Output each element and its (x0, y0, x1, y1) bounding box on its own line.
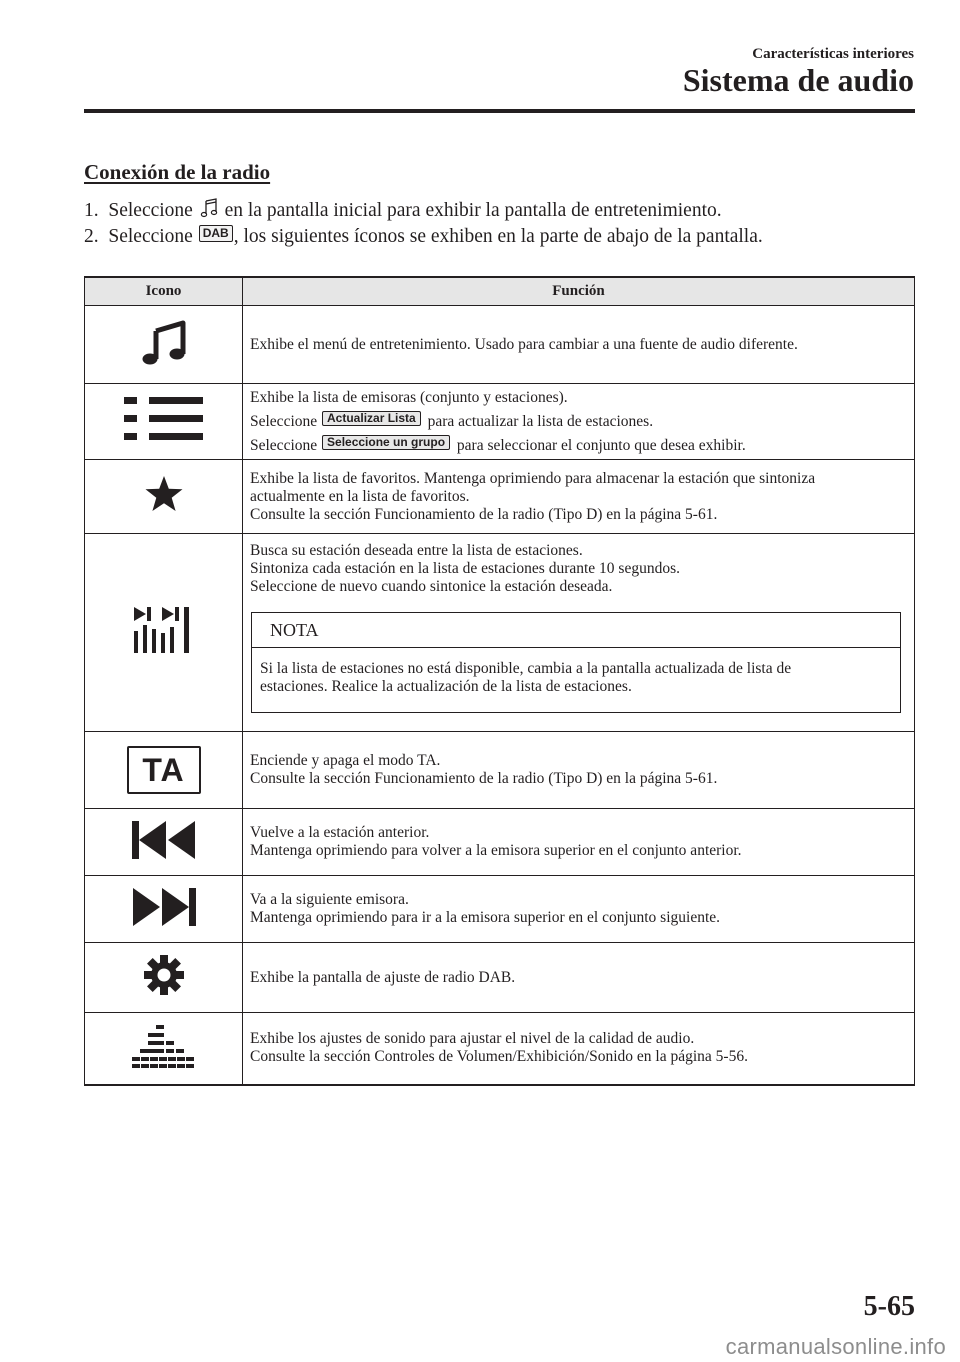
table-row (85, 1013, 915, 1085)
icon-function-table (84, 276, 915, 1086)
note-box (251, 612, 901, 713)
function-text: Exhibe el menú de entretenimiento. Usado para cambiar a una fuente de audio diferente. (250, 335, 798, 353)
function-cell (243, 943, 915, 1013)
function-text: Consulte la sección Controles de Volumen/Exhibición/Sonido en la página 5-56. (250, 1048, 748, 1066)
section-title: Conexión de la radio (84, 160, 271, 184)
function-cell (243, 732, 915, 809)
icon-cell (85, 306, 243, 384)
table-row (85, 876, 915, 943)
col-header-icon: Icono (85, 277, 243, 306)
step-text: Seleccione (108, 200, 193, 221)
function-cell (243, 384, 915, 460)
icon-cell (85, 534, 243, 732)
function-text: Mantenga oprimiendo para ir a la emisora superior en el conjunto siguiente. (250, 909, 721, 926)
icon-cell (85, 384, 243, 460)
chapter-label: Características interiores (752, 46, 914, 62)
icon-cell (85, 809, 243, 876)
music-note-icon (139, 354, 189, 371)
function-text: Vuelve a la estación anterior. (250, 824, 430, 841)
function-cell (243, 809, 915, 876)
icon-cell (85, 732, 243, 809)
scan-icon (134, 642, 194, 659)
function-text: Exhibe la lista de emisoras (conjunto y estaciones). (250, 388, 568, 406)
page-title: Sistema de audio (682, 62, 914, 98)
function-cell (243, 1013, 915, 1085)
music-note-icon (200, 198, 218, 224)
table-row (85, 809, 915, 876)
update-list-button[interactable]: Actualizar Lista (322, 411, 421, 426)
gear-icon (143, 983, 185, 1000)
equalizer-icon (132, 1056, 196, 1073)
step-text: Seleccione (108, 226, 193, 247)
col-header-function: Función (243, 277, 915, 306)
table-row (85, 460, 915, 534)
function-text: Seleccione de nuevo cuando sintonice la estación deseada. (250, 578, 613, 595)
step-text: en la pantalla inicial para exhibir la pantalla de entretenimiento. (224, 200, 722, 221)
select-group-button[interactable]: Seleccione un grupo (322, 435, 450, 450)
step-2 (84, 225, 763, 248)
function-text: Exhibe la pantalla de ajuste de radio DAB. (250, 968, 516, 986)
function-text: Busca su estación deseada entre la lista de estaciones. (250, 542, 583, 559)
note-title: NOTA (252, 613, 900, 648)
function-text: Enciende y apaga el modo TA. (250, 752, 441, 769)
table-row (85, 943, 915, 1013)
function-cell (243, 460, 915, 534)
star-icon (144, 501, 184, 518)
text-fragment: Seleccione (250, 436, 318, 454)
table-row (85, 306, 915, 384)
function-text: Consulte la sección Funcionamiento de la radio (Tipo D) en la página 5-61. (250, 505, 718, 523)
function-text: Consulte la sección Funcionamiento de la radio (Tipo D) en la página 5-61. (250, 770, 718, 787)
text-fragment: para actualizar la lista de estaciones. (427, 412, 654, 430)
function-text: actualmente en la lista de favoritos. (250, 487, 470, 505)
step-1 (84, 198, 722, 224)
function-cell (243, 876, 915, 943)
ta-icon: TA (127, 746, 201, 794)
icon-cell (85, 876, 243, 943)
list-icon (124, 431, 204, 448)
text-fragment: para seleccionar el conjunto que desea exhibir. (456, 436, 746, 454)
header-rule (84, 109, 915, 113)
step-number: 1. (84, 200, 99, 221)
function-text: Va a la siguiente emisora. (250, 891, 409, 908)
next-track-icon (131, 915, 197, 932)
function-cell (243, 534, 915, 732)
table-row (85, 384, 915, 460)
table-row (85, 534, 915, 732)
function-text (250, 435, 906, 455)
note-body (252, 648, 900, 712)
function-text: Exhibe la lista de favoritos. Mantenga oprimiendo para almacenar la estación que sintoniza (250, 469, 816, 487)
text-fragment: Seleccione (250, 412, 318, 430)
page-number: 5-65 (863, 1291, 915, 1322)
function-text: Exhibe los ajustes de sonido para ajustar el nivel de la calidad de audio. (250, 1030, 695, 1048)
icon-cell (85, 943, 243, 1013)
step-number: 2. (84, 226, 99, 247)
function-text: Sintoniza cada estación en la lista de estaciones durante 10 segundos. (250, 560, 680, 577)
dab-button[interactable]: DAB (199, 225, 233, 242)
step-text: , los siguientes íconos se exhiben en la parte de abajo de la pantalla. (233, 226, 763, 247)
function-text (250, 411, 906, 431)
icon-cell (85, 460, 243, 534)
previous-track-icon (131, 848, 197, 865)
note-text: estaciones. Realice la actualización de la lista de estaciones. (260, 678, 632, 695)
function-text: Mantenga oprimiendo para volver a la emisora superior en el conjunto anterior. (250, 842, 742, 859)
note-text: Si la lista de estaciones no está disponible, cambia a la pantalla actualizada de lista de (260, 660, 792, 677)
function-cell (243, 306, 915, 384)
watermark: carmanualsonline.info (725, 1334, 946, 1359)
icon-cell (85, 1013, 243, 1085)
table-header-row (85, 277, 915, 306)
table-row (85, 732, 915, 809)
